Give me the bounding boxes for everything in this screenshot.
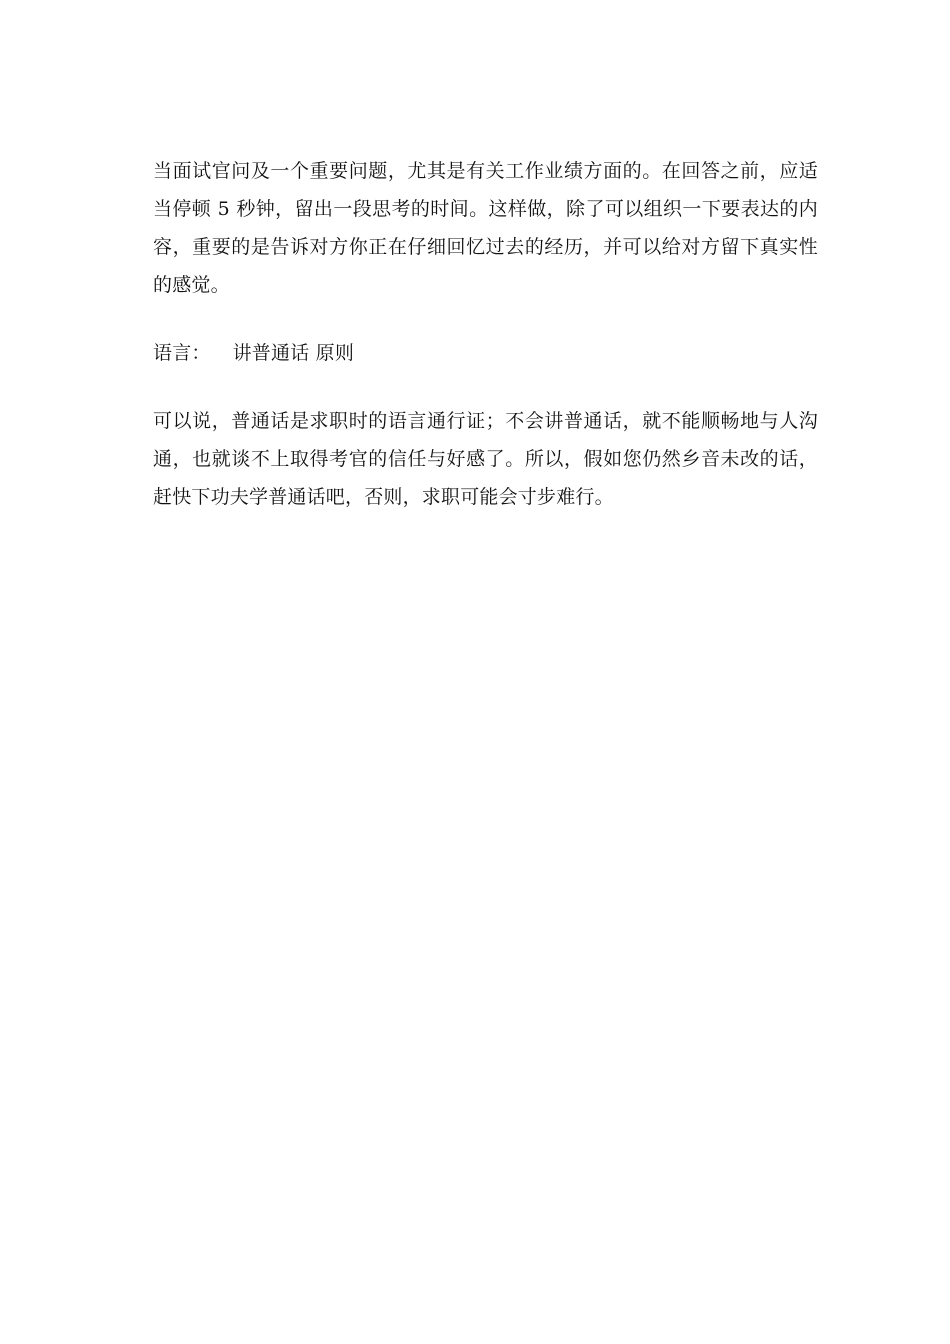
section-heading-language: [145, 334, 818, 372]
section-heading-value: 讲普通话 原则: [232, 342, 355, 364]
paragraph-pause-before-answering: 当面试官问及一个重要问题，尤其是有关工作业绩方面的。在回答之前，应适当停顿 5 秒钟，留出一段思考的时间。这样做，除了可以组织一下要表达的内容，重要的是告诉对方你正在仔细回忆过去的经历，并可以给对方留下真实性的感觉。: [153, 160, 818, 296]
section-heading-label: 语言：: [153, 342, 211, 364]
paragraph-speak-mandarin: 可以说，普通话是求职时的语言通行证；不会讲普通话，就不能顺畅地与人沟通，也就谈不上取得考官的信任与好感了。所以，假如您仍然乡音未改的话，赶快下功夫学普通话吧，否则，求职可能会寸步难行。: [153, 410, 818, 508]
